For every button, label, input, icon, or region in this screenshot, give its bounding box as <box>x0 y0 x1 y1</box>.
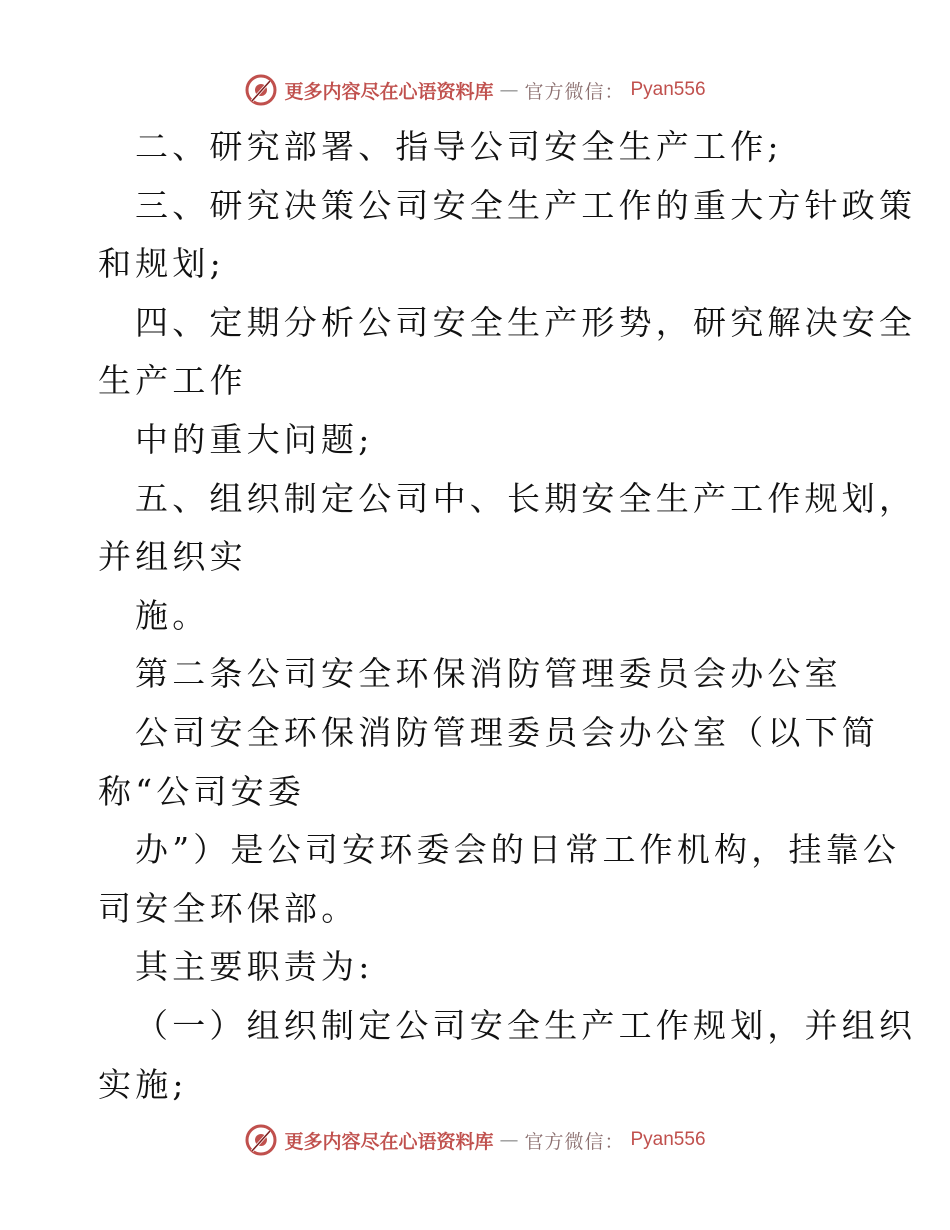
text-line: 生产工作 <box>98 361 247 401</box>
quill-logo-icon <box>244 1123 278 1157</box>
watermark-wechat-id: Pyan556 <box>630 1129 706 1150</box>
text-line: （一）组织制定公司安全生产工作规划，并组织 <box>135 1005 917 1045</box>
watermark-separator: — <box>499 79 519 101</box>
document-body <box>98 118 917 1114</box>
watermark-label: 官方微信： <box>524 1130 625 1153</box>
text-line: 中的重大问题; <box>135 419 374 459</box>
watermark-footer <box>0 1120 950 1160</box>
watermark-header <box>0 70 950 110</box>
text-line: 二、研究部署、指导公司安全生产工作; <box>135 127 783 166</box>
text-line: 三、研究决策公司安全生产工作的重大方针政策 <box>135 185 917 225</box>
text-line: 五、组织制定公司中、长期安全生产工作规划， <box>135 478 917 518</box>
watermark-wechat-id: Pyan556 <box>630 79 706 100</box>
watermark-brand: 更多内容尽在心语资料库 <box>284 1130 494 1153</box>
watermark-separator: — <box>499 1129 519 1151</box>
text-line: 其主要职责为: <box>135 947 374 987</box>
text-line: 公司安全环保消防管理委员会办公室（以下简 <box>135 712 879 752</box>
text-line: 和规划; <box>98 244 225 284</box>
quill-logo-icon <box>244 73 278 107</box>
section-heading: 第二条公司安全环保消防管理委员会办公室 <box>135 654 842 694</box>
text-line: 办”）是公司安环委会的日常工作机构，挂靠公 <box>135 830 901 870</box>
text-line: 四、定期分析公司安全生产形势，研究解决安全 <box>135 302 917 342</box>
text-line: 称“公司安委 <box>98 771 306 811</box>
text-line: 并组织实 <box>98 537 247 577</box>
text-line: 实施; <box>98 1064 188 1104</box>
watermark-brand: 更多内容尽在心语资料库 <box>284 80 494 103</box>
text-line: 施。 <box>135 595 210 635</box>
watermark-label: 官方微信： <box>524 80 625 103</box>
text-line: 司安全环保部。 <box>98 888 359 928</box>
